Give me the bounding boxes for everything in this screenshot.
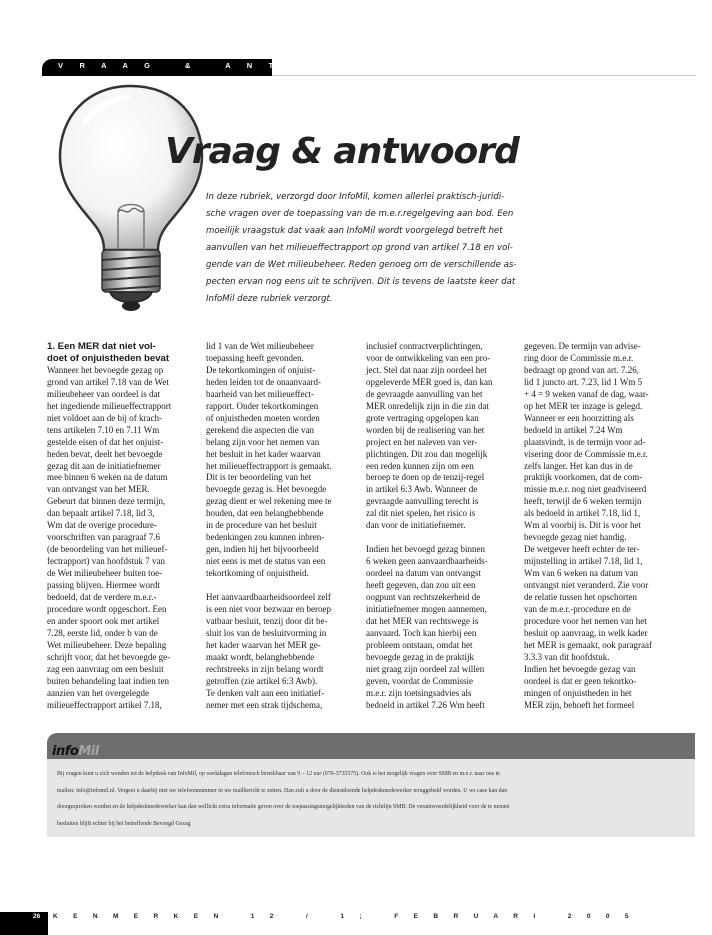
body-text-line: heeft, terwijl de 6 weken termijn <box>524 496 642 507</box>
footer-publication: K E N M E R K E N 1 2 / 1 ; F E B R U A R I 2 0 0 5 <box>53 913 636 920</box>
body-text-line: bevoegde gezag in de praktijk <box>366 651 474 662</box>
body-text-line: maakt wordt, belanghebbende <box>206 651 315 662</box>
body-text-line: 7.28, eerste lid, onder b van de <box>47 627 158 638</box>
body-text-line: procedure wordt opgeschort. Een <box>47 603 167 614</box>
intro-line: gende van de Wet milieubeheer. Reden genoeg om de verschillende as- <box>206 260 517 270</box>
body-text-line: het milieueffectrapport is gemaakt. <box>206 460 332 471</box>
body-text-line: gezag dit aan de initiatiefnemer <box>47 460 161 471</box>
body-text-line: aanzien van het overgelegde <box>47 687 150 698</box>
body-text-line: bedoeld, dat de verdere m.e.r.- <box>47 592 157 603</box>
body-text-line: als bedoeld in artikel 7.18, lid 1, <box>524 508 641 519</box>
body-text-line: 6 weken geen aanvaardbaarheids- <box>366 556 488 567</box>
body-text-line: De tekortkomingen of onjuist- <box>206 364 316 375</box>
body-text-line: is een niet voor bezwaar en beroep <box>206 603 331 614</box>
body-text-line: mingen of onjuistheden in het <box>524 687 632 698</box>
body-text-line: milieubeheer van oordeel is dat <box>47 388 160 399</box>
body-text-line: lid 1 juncto art. 7.23, lid 1 Wm 5 <box>524 376 643 387</box>
page-number: 26 <box>33 913 41 920</box>
body-text-line: grote vertraging opgelopen kan <box>366 412 479 423</box>
body-text-line: inclusief contractverplichtingen, <box>366 341 483 351</box>
body-text-line: de gevraagde aanvulling van het <box>366 388 483 399</box>
body-text-line: lid 1 van de Wet milieubeheer <box>206 341 314 351</box>
logo-info: info <box>52 744 79 759</box>
body-text-line: + 4 = 9 weken vanaf de dag, waar- <box>524 388 649 399</box>
body-text-line: Wet milieubeheer. Deze bepaling <box>47 639 167 650</box>
body-text-line: ontvangst niet veranderd. Zie voor <box>524 580 649 591</box>
body-text-line: rapport. Onder tekortkomingen <box>206 400 319 411</box>
body-text-line: voorschriften van paragraaf 7.6 <box>47 532 160 543</box>
intro-line: InfoMil deze rubriek verzorgt. <box>206 294 333 304</box>
body-text-line: het ingediende milieueffectrapport <box>47 400 172 411</box>
body-text-line: De wetgever heeft echter de ter- <box>524 544 640 555</box>
body-text-line: ring door de Commissie m.e.r. <box>524 352 634 363</box>
body-text-line: Indien het bevoegde gezag van <box>524 663 636 674</box>
body-text-line: MER zijn, behoeft het formeel <box>524 699 635 710</box>
body-text-line: een reden kunnen zijn om een <box>366 460 474 471</box>
body-text-line: sluit los van de besluitvorming in <box>206 627 327 638</box>
body-text-line: probleem ontstaan, omdat het <box>366 639 473 650</box>
intro-paragraph <box>206 189 517 308</box>
body-text-line: van de m.e.r.-procedure en de <box>524 603 631 614</box>
body-text-line: de Wet milieubeheer buiten toe- <box>47 568 163 579</box>
body-text-line: Wanneer er een hoorzitting als <box>524 412 634 423</box>
body-text-line: zelfs langer. Het kan dus in de <box>524 460 633 471</box>
body-text-line: (de beoordeling van het milieuef- <box>47 544 168 555</box>
helpdesk-note-line: besluiten blijft echter bij het betreffende Bevoegd Gezag <box>57 820 191 827</box>
body-text-line: oordeel na datum van ontvangst <box>366 568 481 579</box>
body-text-line: getroffen (zie artikel 6:3 Awb). <box>206 675 318 686</box>
body-text-line: gen, indien hij het bijvoorbeeld <box>206 544 319 555</box>
body-text-line: de relatie tussen het opschorten <box>524 592 637 603</box>
body-text-line: nemer met een strak tijdschema, <box>206 699 323 710</box>
page-title: Vraag & antwoord <box>165 131 519 172</box>
helpdesk-note <box>57 766 687 832</box>
body-text-line: oordeel is dat er geen tekortko- <box>524 675 637 686</box>
body-text-line: Te denken valt aan een initiatief- <box>206 687 325 698</box>
body-text-line: milieueffectrapport artikel 7.18, <box>47 699 162 710</box>
light-bulb-illustration <box>56 82 206 314</box>
body-text-line: voor de ontwikkeling van een pro- <box>366 352 491 363</box>
intro-line: moeilijk vraagstuk dat vaak aan InfoMil wordt voorgelegd betreft het <box>206 226 503 236</box>
body-text-line: ject. Stel dat naar zijn oordeel het <box>366 364 487 375</box>
body-text-line: buiten behandeling laat indien ten <box>47 675 169 686</box>
body-text-line: Indien het bevoegd gezag binnen <box>366 544 485 555</box>
intro-line: sche vragen over de toepassing van de m.e.r.regelgeving aan bod. Een <box>206 209 514 219</box>
body-text-line: tekortkoming of onjuistheid. <box>206 568 309 579</box>
body-text-line: heden leiden tot de onaanvaard- <box>206 376 321 387</box>
body-text-line: het besluit in het kader waarvan <box>206 448 321 459</box>
body-text-line: bedoeld in artikel 7.24 Wm <box>524 424 623 435</box>
infomil-logo <box>52 744 99 759</box>
article-column-1 <box>47 341 187 712</box>
logo-mil: Mil <box>78 744 99 759</box>
intro-line: pecten ervan nog eens uit te schrijven. Dit is tevens de laatste keer dat <box>206 277 516 287</box>
body-text-line: niet voldoet aan de bij of krach- <box>47 412 162 423</box>
section-header-label: V R A A G & A N T W O O R D <box>58 61 393 70</box>
body-text-line: gestelde eisen of dat het onjuist- <box>47 436 164 447</box>
body-text-line: gegeven. De termijn van advise- <box>524 341 641 351</box>
article-column-3 <box>366 341 511 712</box>
body-text-line: fectrapport) van hoofdstuk 7 van <box>47 556 165 567</box>
intro-line: aanvullen van het milieueffectrapport op grond van artikel 7.18 en vol- <box>206 243 513 253</box>
section-heading: 1. Een MER dat niet vol- <box>47 341 156 352</box>
body-text-line: bedraagt op grond van art. 7.26, <box>524 364 639 375</box>
body-text-line: worden bij de realisering van het <box>366 424 485 435</box>
body-text-line: beroep te doen op de tenzij-regel <box>366 472 485 483</box>
body-text-line: dan voor de initiatiefnemer. <box>366 520 466 531</box>
body-text-line: geven, voordat de Commissie <box>366 675 473 686</box>
body-text-line: heeft gegeven, dan zou uit een <box>366 580 476 591</box>
body-text-line: bevoegde gezag is. Het bevoegde <box>206 484 327 495</box>
body-text-line: rechtstreeks in zijn belang wordt <box>206 663 324 674</box>
body-text-line: gerekend die aspecten die van <box>206 424 314 435</box>
article-column-4 <box>524 341 669 712</box>
body-text-line: Wm al voorbij is. Dit is voor het <box>524 520 641 531</box>
body-text-line: opgeleverde MER goed is, dan kan <box>366 376 493 387</box>
body-text-line: zag een aanvraag om een besluit <box>47 663 164 674</box>
body-text-line: houden, dat een belanghebbende <box>206 508 324 519</box>
body-text-line: niet graag zijn oordeel zal willen <box>366 663 485 674</box>
body-text-line: van ontvangst van het MER. <box>47 484 150 495</box>
body-text-line: besluit op aanvraag, in welk kader <box>524 627 648 638</box>
body-text-line: passing blijven. Hiermee wordt <box>47 580 160 591</box>
body-text-line: heden bevat, deelt het bevoegde <box>47 448 163 459</box>
body-text-line: m.e.r. zijn toetsingsadvies als <box>366 687 472 698</box>
body-text-line: baarheid van het milieueffect- <box>206 388 315 399</box>
body-text-line: bedoeld in artikel 7.26 Wm heeft <box>366 699 485 710</box>
body-text-line: Gebeurt dat binnen deze termijn, <box>47 496 166 507</box>
body-text-line: initiatiefnemer mogen aannemen, <box>366 603 487 614</box>
body-text-line: visering door de Commissie m.e.r. <box>524 448 648 459</box>
body-text-line: plichtingen. Dit zou dan mogelijk <box>366 448 488 459</box>
body-text-line: bedenkingen zou kunnen inbren- <box>206 532 325 543</box>
body-text-line: grond van artikel 7.18 van de Wet <box>47 376 169 387</box>
body-text-line: dat het MER van rechtswege is <box>366 615 479 626</box>
body-text-line <box>366 532 511 544</box>
helpdesk-note-line: mailen: info@infomil.nl. Vergeet u daarbij niet uw telefoonnummer in uw mailbericht te zetten. Dan zult u door de dienstdoende helpdeskmedewerker teruggebeld worden. U ws case kan dan <box>57 787 508 794</box>
body-text-line: het MER is gemaakt, ook paragraaf <box>524 639 652 650</box>
body-text-line: mee binnen 6 weken na de datum <box>47 472 168 483</box>
body-text-line: gevraagde aanvulling terecht is <box>366 496 479 507</box>
body-text-line: tens artikelen 7.10 en 7.11 Wm <box>47 424 160 435</box>
body-text-line: en ander spoort ook met artikel <box>47 615 160 626</box>
body-text-line: gezag dient er wel rekening mee te <box>206 496 332 507</box>
body-text-line: schrijft voor, dat het bevoegde ge- <box>47 651 171 662</box>
body-text-line: MER onredelijk zijn in die zin dat <box>366 400 489 411</box>
body-text-line: zal dit niet spelen, het risico is <box>366 508 476 519</box>
body-text-line <box>206 580 351 592</box>
section-heading: doet of onjuistheden bevat <box>47 352 170 364</box>
infobox-header-bar <box>47 733 695 759</box>
body-text-line: vatbaar besluit, tenzij door dit be- <box>206 615 328 626</box>
body-text-line: 3.3.3 van dit hoofdstuk. <box>524 651 610 662</box>
body-text-line: missie m.e.r. nog niet geadviseerd <box>524 484 647 495</box>
body-text-line: procedure voor het nemen van het <box>524 615 647 626</box>
body-text-line: toepassing heeft gevonden. <box>206 352 304 363</box>
body-text-line: belang zijn voor het nemen van <box>206 436 320 447</box>
body-text-line: Wm dat de overige procedure- <box>47 520 157 531</box>
body-text-line: Het aanvaardbaarheidsoordeel zelf <box>206 592 331 602</box>
body-text-line: aanvaard. Toch kan hierbij een <box>366 627 477 638</box>
body-text-line: Wm van 6 weken na datum van <box>524 568 638 579</box>
body-text-line: niet eens is met de status van een <box>206 556 326 567</box>
intro-line: In deze rubriek, verzorgd door InfoMil, komen allerlei praktisch-juridi- <box>206 192 505 202</box>
body-text-line: oogpunt van rechtszekerheid de <box>366 592 481 602</box>
body-text-line: het kader waarvan het MER ge- <box>206 639 321 650</box>
helpdesk-note-line: doorgesproken worden en de helpdeskmedewerker kan dan wellicht extra informatie geven over de toepassingsmogelijkheden van de richtlijn SMB. De verantwoordelijkheid voor de te nemen <box>57 804 510 811</box>
body-text-line: dan bepaalt artikel 7.18, lid 3, <box>47 508 155 519</box>
body-text-line: of onjuistheden moeten worden <box>206 412 320 423</box>
body-text-line: project en het naleven van ver- <box>366 436 478 447</box>
header-rule <box>272 75 696 76</box>
body-text-line: plaatsvindt, is de termijn voor ad- <box>524 436 646 447</box>
body-text-line: op het MER ter inzage is gelegd. <box>524 400 643 411</box>
article-column-2 <box>206 341 351 712</box>
body-text-line: in artikel 6:3 Awb. Wanneer de <box>366 484 478 495</box>
body-text-line: Wanneer het bevoegde gezag op <box>47 364 164 375</box>
body-text-line: Dit is ter beoordeling van het <box>206 472 312 483</box>
body-text-line: mijnstelling in artikel 7.18, lid 1, <box>524 556 643 567</box>
body-text-line: praktijk voorkomen, dat de com- <box>524 472 643 483</box>
helpdesk-note-line: Bij vragen kunt u zich wenden tot de helpdesk van InfoMil, op werkdagen telefonisch bereikbaar van 9 – 12 uur (070-3735575). Ook is het mogelijk vragen over SMB en m.e.r. naar ons te <box>57 771 500 777</box>
footer-page-tab <box>0 912 48 935</box>
body-text-line: bevoegde gezag niet handig. <box>524 532 627 543</box>
body-text-line: in de procedure van het besluit <box>206 520 317 531</box>
